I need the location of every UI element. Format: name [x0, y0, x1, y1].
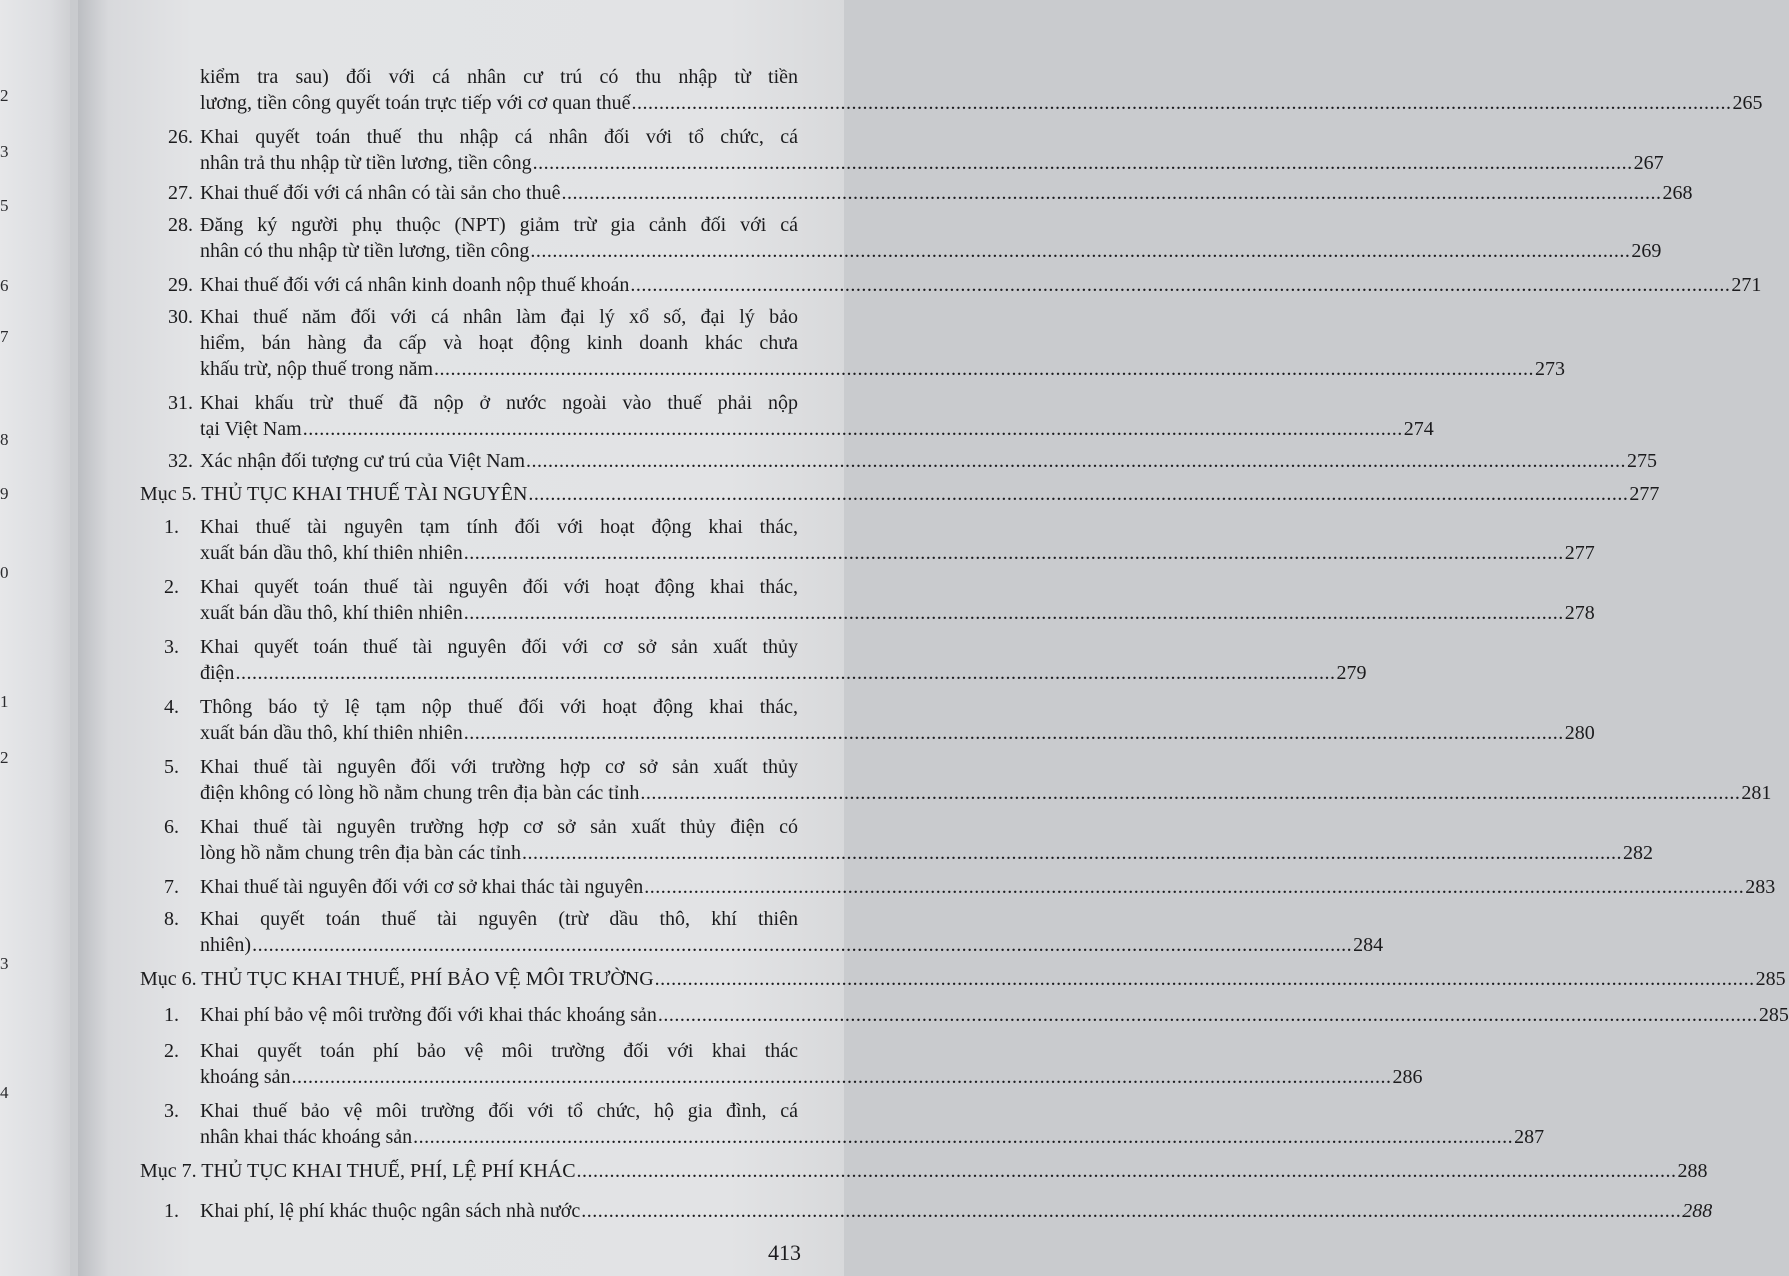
toc-entry-text: Khai quyết toán thuế tài nguyên (trừ dầu thô, khí thiên [200, 908, 798, 930]
dot-leader: ........................................................................................................................................................................................................ [640, 782, 1741, 804]
toc-entry-page: 268 [1662, 182, 1693, 204]
toc-entry-text: nhân khai thác khoáng sản [200, 1126, 413, 1148]
dot-leader: ........................................................................................................................................................................................................ [235, 662, 1336, 684]
toc-entry-text: Mục 6. THỦ TỤC KHAI THUẾ, PHÍ BẢO VỆ MÔI TRƯỜNG [140, 968, 654, 990]
left-margin-number: 2 [0, 86, 9, 105]
toc-entry-page: 279 [1336, 662, 1367, 684]
toc-entry-text: Khai thuế đối với cá nhân kinh doanh nộp thuế khoán [200, 274, 630, 296]
toc-entry-text: nhân có thu nhập từ tiền lương, tiền công [200, 240, 530, 262]
dot-leader: ........................................................................................................................................................................................................ [532, 152, 1633, 174]
toc-entry-page: 288 [1677, 1160, 1708, 1182]
toc-entry [78, 448, 1658, 474]
toc-entry-number: 1. [164, 1200, 179, 1222]
toc-entry [78, 64, 1763, 116]
toc-entry [78, 814, 1654, 866]
toc-entry-number: 3. [164, 1100, 179, 1122]
toc-entry [78, 1198, 1713, 1224]
toc-entry-page: 265 [1732, 92, 1763, 114]
dot-leader: ........................................................................................................................................................................................................ [252, 934, 1353, 956]
toc-entry-text: lương, tiền công quyết toán trực tiếp với cơ quan thuế [200, 92, 631, 114]
toc-entry-text: khoáng sản [200, 1066, 291, 1088]
toc-entry-text: Khai thuế năm đối với cá nhân làm đại lý xổ số, đại lý bảo [200, 306, 798, 328]
toc-entry-page: 278 [1564, 602, 1595, 624]
left-margin-number: 4 [0, 1083, 9, 1102]
left-page-edge [0, 0, 70, 1276]
dot-leader: ........................................................................................................................................................................................................ [522, 842, 1623, 864]
toc-entry-page: 269 [1631, 240, 1662, 262]
toc-entry-page: 287 [1514, 1126, 1545, 1148]
dot-leader: ........................................................................................................................................................................................................ [644, 876, 1745, 898]
toc-entry-text: Khai quyết toán thuế tài nguyên đối với cơ sở sản xuất thủy [200, 636, 798, 658]
toc-entry [78, 1038, 1423, 1090]
toc-entry-text: Khai thuế tài nguyên trường hợp cơ sở sản xuất thủy điện có [200, 816, 798, 838]
toc-entry-text: Mục 7. THỦ TỤC KHAI THUẾ, PHÍ, LỆ PHÍ KHÁC [140, 1160, 576, 1182]
left-margin-number: 1 [0, 692, 9, 711]
toc-entry-text: xuất bán dầu thô, khí thiên nhiên [200, 602, 463, 624]
dot-leader: ........................................................................................................................................................................................................ [434, 358, 1535, 380]
toc-entry-text: nhân trả thu nhập từ tiền lương, tiền công [200, 152, 532, 174]
toc-entry-text: hiểm, bán hàng đa cấp và hoạt động kinh doanh khác chưa [200, 332, 798, 354]
toc-entry-text: điện [200, 662, 235, 684]
toc-entry-text: Khai quyết toán thuế thu nhập cá nhân đối với tổ chức, cá [200, 126, 798, 148]
toc-entry [78, 634, 1367, 686]
toc-entry-text: Khai thuế đối với cá nhân có tài sản cho thuê [200, 182, 561, 204]
left-margin-number: 7 [0, 327, 9, 346]
toc-entry-page: 271 [1731, 274, 1762, 296]
toc-entry-number: 30. [168, 306, 193, 328]
toc-entry-number: 2. [164, 576, 179, 598]
toc-entry-text: Xác nhận đối tượng cư trú của Việt Nam [200, 450, 526, 472]
toc-entry [78, 481, 1660, 507]
toc-entry-text: xuất bán dầu thô, khí thiên nhiên [200, 542, 463, 564]
toc-entry-page: 285 [1758, 1004, 1789, 1026]
toc-entry-text: Khai phí bảo vệ môi trường đối với khai thác khoáng sản [200, 1004, 657, 1026]
toc-entry-page: 288 [1682, 1200, 1713, 1222]
toc-entry [78, 1158, 1708, 1184]
left-margin-number: 0 [0, 563, 9, 582]
toc-entry-number: 27. [168, 182, 193, 204]
left-margin-number: 9 [0, 484, 9, 503]
dot-leader: ........................................................................................................................................................................................................ [561, 182, 1662, 204]
toc-entry-text: Khai quyết toán phí bảo vệ môi trường đối với khai thác [200, 1040, 798, 1062]
toc-entry-text: Mục 5. THỦ TỤC KHAI THUẾ TÀI NGUYÊN [140, 483, 528, 505]
toc-entry-text: Đăng ký người phụ thuộc (NPT) giảm trừ gia cảnh đối với cá [200, 214, 798, 236]
toc-entry-number: 29. [168, 274, 193, 296]
toc-entry [78, 574, 1595, 626]
toc-entry-text: xuất bán dầu thô, khí thiên nhiên [200, 722, 463, 744]
toc-entry-page: 277 [1564, 542, 1595, 564]
toc-entry [78, 966, 1786, 992]
dot-leader: ........................................................................................................................................................................................................ [528, 483, 1629, 505]
toc-entry-text: khấu trừ, nộp thuế trong năm [200, 358, 434, 380]
toc-entry [78, 906, 1384, 958]
left-margin-number: 3 [0, 954, 9, 973]
toc-entry-text: Khai thuế tài nguyên đối với cơ sở khai thác tài nguyên [200, 876, 644, 898]
dot-leader: ........................................................................................................................................................................................................ [463, 722, 1564, 744]
toc-entry-page: 274 [1403, 418, 1434, 440]
toc-entry-number: 1. [164, 1004, 179, 1026]
toc-entry [78, 390, 1434, 442]
toc-entry-number: 1. [164, 516, 179, 538]
left-margin-number: 2 [0, 748, 9, 767]
page-number: 413 [768, 1240, 801, 1265]
toc-entry-number: 28. [168, 214, 193, 236]
dot-leader: ........................................................................................................................................................................................................ [576, 1160, 1677, 1182]
toc-entry-page: 267 [1633, 152, 1664, 174]
dot-leader: ........................................................................................................................................................................................................ [302, 418, 1403, 440]
dot-leader: ........................................................................................................................................................................................................ [463, 602, 1564, 624]
toc-entry-page: 282 [1623, 842, 1654, 864]
dot-leader: ........................................................................................................................................................................................................ [463, 542, 1564, 564]
toc-entry-text: Thông báo tỷ lệ tạm nộp thuế đối với hoạt động khai thác, [200, 696, 798, 718]
toc-entry-number: 31. [168, 392, 193, 414]
toc-entry-text: lòng hồ nằm chung trên địa bàn các tỉnh [200, 842, 522, 864]
left-margin-number: 5 [0, 196, 9, 215]
toc-entry-number: 5. [164, 756, 179, 778]
toc-entry [78, 874, 1776, 900]
toc-entry-page: 285 [1755, 968, 1786, 990]
book-page [78, 0, 1789, 1276]
toc-entry [78, 694, 1595, 746]
dot-leader: ........................................................................................................................................................................................................ [581, 1200, 1682, 1222]
toc-entry [78, 754, 1772, 806]
toc-entry [78, 304, 1566, 382]
toc-entry-page: 277 [1629, 483, 1660, 505]
dot-leader: ........................................................................................................................................................................................................ [631, 92, 1732, 114]
toc-entry [78, 514, 1595, 566]
toc-entry-page: 280 [1564, 722, 1595, 744]
toc-entry-page: 281 [1741, 782, 1772, 804]
toc-entry-number: 3. [164, 636, 179, 658]
toc-entry [78, 272, 1762, 298]
toc-entry-number: 4. [164, 696, 179, 718]
toc-entry-text: tại Việt Nam [200, 418, 302, 440]
dot-leader: ........................................................................................................................................................................................................ [291, 1066, 1392, 1088]
toc-entry-number: 26. [168, 126, 193, 148]
toc-entry-text: Khai thuế tài nguyên đối với trường hợp cơ sở sản xuất thủy [200, 756, 798, 778]
table-of-contents [78, 0, 1789, 1276]
dot-leader: ........................................................................................................................................................................................................ [654, 968, 1755, 990]
dot-leader: ........................................................................................................................................................................................................ [413, 1126, 1514, 1148]
toc-entry [78, 180, 1693, 206]
left-margin-number: 3 [0, 142, 9, 161]
dot-leader: ........................................................................................................................................................................................................ [526, 450, 1627, 472]
toc-entry-number: 6. [164, 816, 179, 838]
left-margin-number: 8 [0, 430, 9, 449]
toc-entry-number: 8. [164, 908, 179, 930]
dot-leader: ........................................................................................................................................................................................................ [530, 240, 1631, 262]
toc-entry-text: điện không có lòng hồ nằm chung trên địa bàn các tỉnh [200, 782, 640, 804]
dot-leader: ........................................................................................................................................................................................................ [630, 274, 1731, 296]
toc-entry [78, 1098, 1545, 1150]
toc-entry-text: Khai phí, lệ phí khác thuộc ngân sách nhà nước [200, 1200, 581, 1222]
toc-entry-page: 284 [1353, 934, 1384, 956]
toc-entry-page: 286 [1392, 1066, 1423, 1088]
toc-entry [78, 1002, 1789, 1028]
left-margin-number: 6 [0, 276, 9, 295]
toc-entry-number: 7. [164, 876, 179, 898]
toc-entry [78, 124, 1664, 176]
toc-entry-text: Khai quyết toán thuế tài nguyên đối với hoạt động khai thác, [200, 576, 798, 598]
toc-entry-text: kiểm tra sau) đối với cá nhân cư trú có thu nhập từ tiền [200, 66, 798, 88]
toc-entry-text: Khai khấu trừ thuế đã nộp ở nước ngoài vào thuế phải nộp [200, 392, 798, 414]
toc-entry [78, 212, 1662, 264]
toc-entry-number: 2. [164, 1040, 179, 1062]
toc-entry-text: Khai thuế tài nguyên tạm tính đối với hoạt động khai thác, [200, 516, 798, 538]
toc-entry-page: 273 [1535, 358, 1566, 380]
toc-entry-page: 283 [1745, 876, 1776, 898]
toc-entry-page: 275 [1627, 450, 1658, 472]
toc-entry-number: 32. [168, 450, 193, 472]
dot-leader: ........................................................................................................................................................................................................ [657, 1004, 1758, 1026]
toc-entry-text: Khai thuế bảo vệ môi trường đối với tổ chức, hộ gia đình, cá [200, 1100, 798, 1122]
toc-entry-text: nhiên) [200, 934, 252, 956]
